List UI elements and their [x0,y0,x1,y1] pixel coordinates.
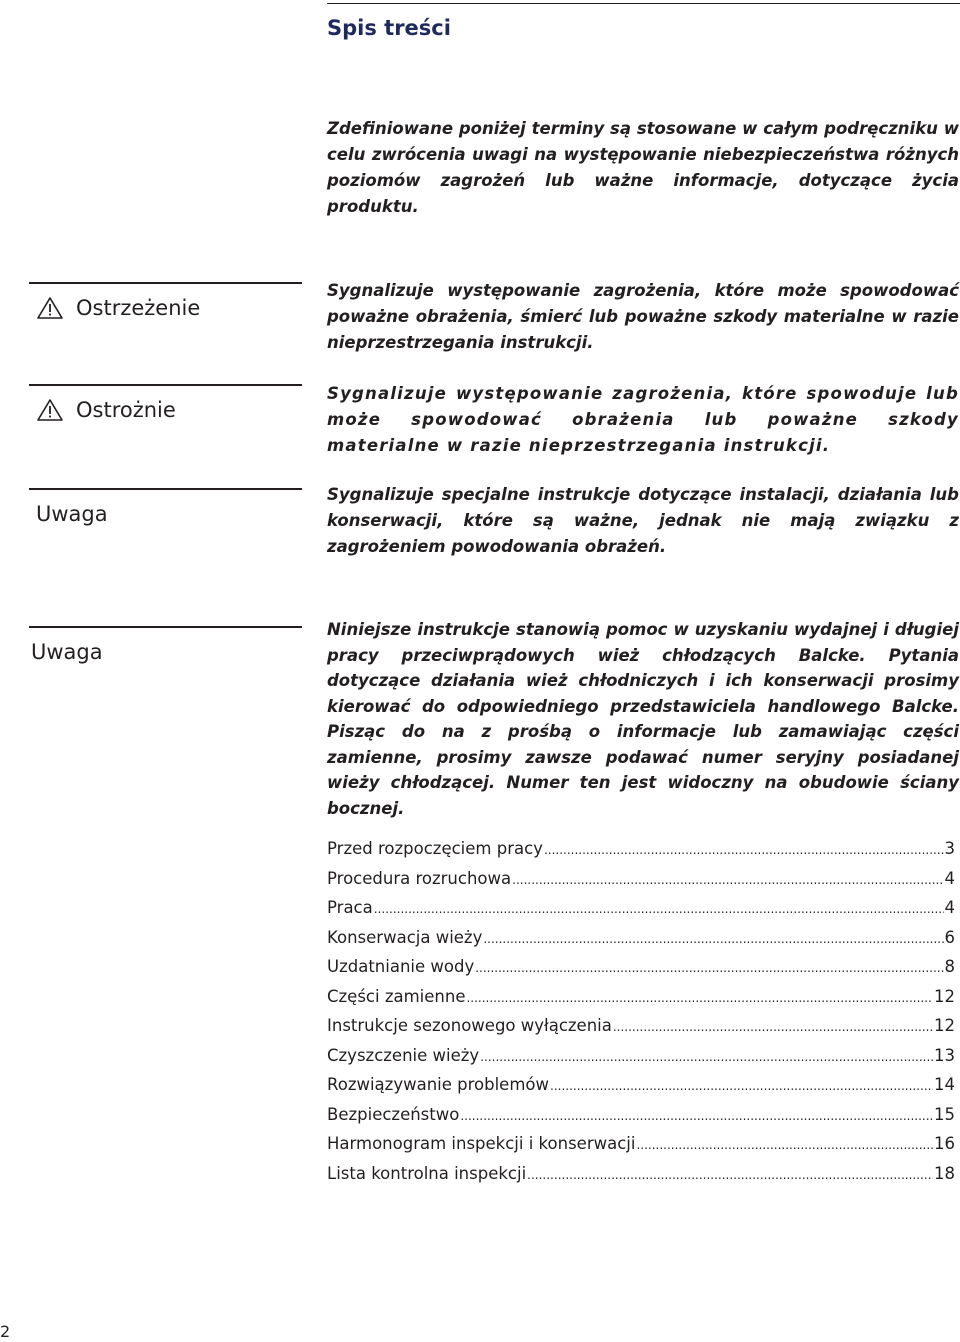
definition-label-text: Ostrzeżenie [76,296,201,320]
toc-entry-title: Harmonogram inspekcji i konserwacji [327,1134,636,1153]
toc-entry-page: 4 [944,898,955,917]
definition-label-note [36,502,108,526]
toc-entry[interactable] [327,869,955,899]
toc-leader-dots [480,1046,933,1065]
page-number: 2 [0,1322,11,1341]
toc-entry-page: 15 [934,1104,955,1124]
definition-text-note: Sygnalizuje specjalne instrukcje dotyczące instalacji, działania lub konserwacji, które są ważne, jednak nie mają związku z zagrożeniem powodowania obrażeń. [327,485,959,556]
toc-entry-title: Instrukcje sezonowego wyłączenia [327,1016,612,1035]
toc-entry-page: 14 [934,1075,955,1094]
toc-entry-title: Konserwacja wieży [327,927,483,947]
toc-entry-title: Części zamienne [327,986,466,1006]
toc-leader-dots [550,1075,933,1094]
toc-leader-dots [460,1105,933,1124]
toc-entry-title: Uzdatnianie wody [327,957,475,976]
warning-triangle-icon [36,296,64,320]
toc-entry[interactable] [327,898,955,928]
table-of-contents [327,839,955,1193]
toc-leader-dots [466,987,933,1006]
toc-entry-page: 12 [934,986,955,1006]
toc-leader-dots [512,869,943,888]
note-paragraph: Niniejsze instrukcje stanowią pomoc w uzyskaniu wydajnej i długiej pracy przeciwprądowych wież chłodzących Balcke. Pytania dotyczące działania wież chłodniczych i ich konserwacji prosimy kierować do odpowiedniego przedstawiciela handlowego Balcke. Pisząc do na z prośbą o informacje lub zamawiając części zamienne, prosimy zawsze podawać numer seryjny posiadanej wieży chłodzącej. Numer ten jest widoczny na obudowie ściany bocznej. [327,620,959,818]
page-title: Spis treści [327,16,451,40]
toc-leader-dots [613,1016,933,1035]
toc-leader-dots [636,1134,933,1153]
warning-triangle-icon [36,398,64,422]
toc-entry-title: Praca [327,898,373,917]
toc-entry-page: 6 [944,927,955,947]
toc-leader-dots [527,1164,933,1183]
definition-text-caution: Sygnalizuje występowanie zagrożenia, które spowoduje lub może spowodować obrażenia lub poważne szkody materialne w razie nieprzestrzegania instrukcji. [327,384,959,455]
toc-entry-page: 16 [934,1134,955,1153]
note-label [31,640,103,664]
toc-entry-page: 8 [944,957,955,976]
toc-entry-title: Rozwiązywanie problemów [327,1075,550,1094]
top-rule [327,3,960,4]
toc-entry[interactable] [327,1105,955,1135]
toc-entry-page: 13 [934,1045,955,1065]
toc-leader-dots [544,839,944,858]
toc-entry[interactable] [327,839,955,869]
toc-entry[interactable] [327,987,955,1017]
definition-rule-caution [29,384,302,386]
toc-entry[interactable] [327,1134,955,1164]
definition-label-text: Uwaga [36,502,108,526]
toc-leader-dots [483,928,943,947]
definition-label-caution [36,398,176,422]
toc-entry[interactable] [327,1075,955,1105]
definition-label-warning [36,296,200,320]
toc-entry[interactable] [327,957,955,987]
definition-rule-warning [29,282,302,284]
note-rule [29,626,302,628]
toc-entry[interactable] [327,1046,955,1076]
definition-label-text: Ostrożnie [76,398,176,422]
toc-entry-title: Lista kontrolna inspekcji [327,1163,527,1183]
toc-entry[interactable] [327,1164,955,1194]
definition-rule-note [29,488,302,490]
toc-entry-title: Bezpieczeństwo [327,1104,460,1124]
toc-entry-title: Przed rozpoczęciem pracy [327,839,543,858]
toc-entry-page: 3 [944,839,955,858]
toc-leader-dots [475,957,943,976]
toc-entry-title: Czyszczenie wieży [327,1045,480,1065]
toc-entry[interactable] [327,1016,955,1046]
toc-leader-dots [374,898,944,917]
intro-paragraph: Zdefiniowane poniżej terminy są stosowane w całym podręczniku w celu zwrócenia uwagi na występowanie niebezpieczeństwa różnych poziomów zagrożeń lub ważne informacje, dotyczące życia produktu. [327,119,959,216]
note-label-text: Uwaga [31,640,103,664]
toc-entry-page: 18 [934,1163,955,1183]
toc-entry[interactable] [327,928,955,958]
definition-text-warning: Sygnalizuje występowanie zagrożenia, które może spowodować poważne obrażenia, śmierć lub poważne szkody materialne w razie nieprzestrzegania instrukcji. [327,281,959,352]
toc-entry-page: 4 [944,868,955,888]
toc-entry-title: Procedura rozruchowa [327,868,512,888]
toc-entry-page: 12 [934,1016,955,1035]
